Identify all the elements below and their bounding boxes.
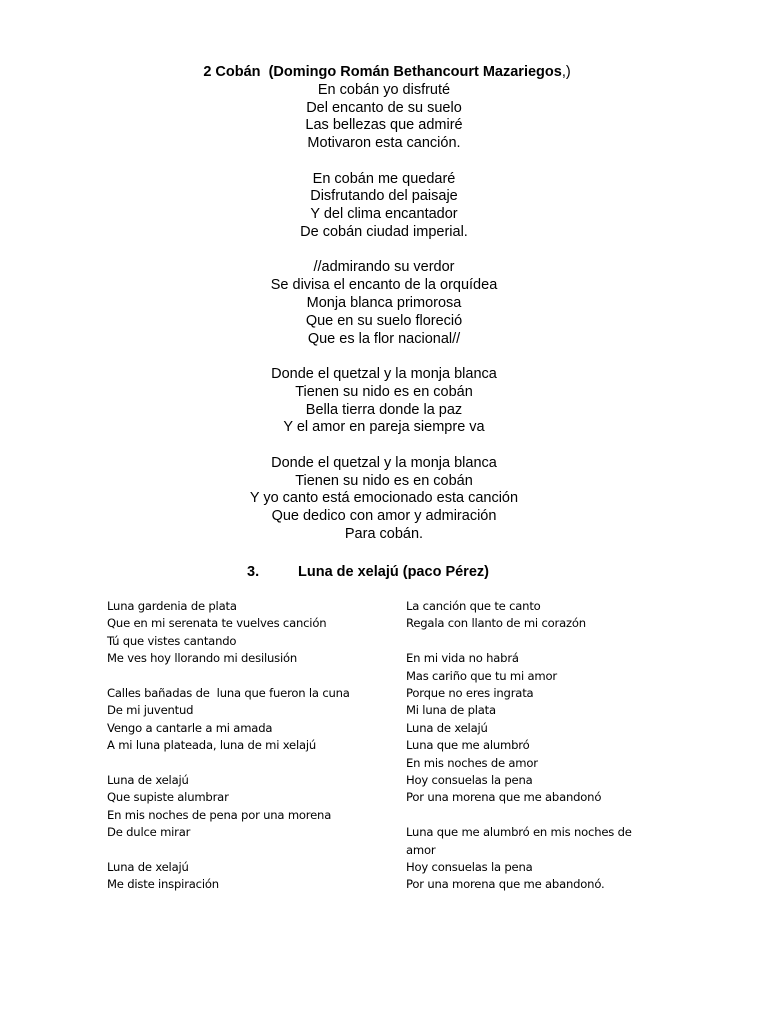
lyric-line: Por una morena que me abandonó. [406,877,605,892]
stanza [406,824,646,894]
stanza [0,455,768,544]
lyric-line: Que en mi serenata te vuelves canción [107,616,327,631]
song-luna-right-column [406,598,646,894]
stanza [107,685,377,755]
lyric-line: En cobán me quedaré [312,170,456,187]
lyric-line: Hoy consuelas la pena [406,773,533,788]
song-coban [0,64,768,544]
lyric-line: Luna gardenia de plata [107,599,237,613]
lyric-line: Donde el quetzal y la monja blanca [271,365,497,382]
lyric-line: Las bellezas que admiré [305,117,463,134]
lyric-line: Motivaron esta canción. [307,135,461,152]
lyric-line: Porque no eres ingrata [406,686,534,701]
lyric-line: Tienen su nido es en cobán [295,383,473,400]
lyric-line: En mis noches de pena por una morena [107,807,332,822]
lyric-line: Por una morena que me abandonó [406,790,602,805]
stanza [107,859,377,894]
song-coban-title [6,64,768,82]
lyric-line: Luna de xelajú [107,860,189,875]
song-coban-author: (Domingo Román Bethancourt Mazariegos [268,64,562,80]
stanza [0,366,768,437]
lyric-line: Se divisa el encanto de la orquídea [270,277,498,294]
lyric-line: En cobán yo disfruté [317,81,451,98]
lyric-line: Luna de xelajú [107,773,189,788]
stanza [0,171,768,242]
lyric-line: Me diste inspiración [107,877,219,892]
lyric-line: Que supiste alumbrar [107,790,229,805]
stanza [107,598,377,668]
stanza [107,772,377,842]
lyric-line: En mis noches de amor [406,755,538,770]
song-luna-name: Luna de xelajú (paco Pérez) [298,564,489,580]
lyric-line: Regala con llanto de mi corazón [406,616,586,631]
stanza [0,259,768,348]
lyric-line: Calles bañadas de luna que fueron la cuna [107,686,350,701]
lyric-line: Para cobán. [344,525,424,542]
song-coban-author-tail: ,) [561,64,571,80]
stanza [406,598,646,633]
lyric-line: Que dedico con amor y admiración [271,508,497,525]
lyric-line: Que es la flor nacional// [307,330,461,347]
lyric-line: En mi vida no habrá [406,651,519,666]
lyric-line: A mi luna plateada, luna de mi xelajú [107,738,317,753]
lyric-line: La canción que te canto [406,599,541,613]
lyric-line: Vengo a cantarle a mi amada [107,720,273,735]
lyric-line: Luna que me alumbró [406,738,530,753]
lyric-line: Luna que me alumbró en mis noches de amor [406,825,632,857]
song-luna-left-column [107,598,377,894]
lyric-line: Y yo canto está emocionado esta canción [249,490,519,507]
lyric-line: Tienen su nido es en cobán [295,472,473,489]
lyric-line: Bella tierra donde la paz [305,401,463,418]
lyric-line: Luna de xelajú [406,720,488,735]
lyric-line: Del encanto de su suelo [306,99,462,116]
stanza [0,82,768,153]
lyric-line: Me ves hoy llorando mi desilusión [107,651,298,666]
song-luna-number: 3. [247,564,260,580]
lyric-line: Mas cariño que tu mi amor [406,668,557,683]
lyric-line: Monja blanca primorosa [306,294,462,311]
lyric-line: De dulce mirar [107,825,191,840]
lyric-line: Y el amor en pareja siempre va [283,419,485,436]
song-coban-lyrics [0,82,768,544]
lyric-line: //admirando su verdor [313,259,455,276]
lyric-line: De cobán ciudad imperial. [300,223,468,240]
lyric-line: De mi juventud [107,703,194,718]
song-coban-number: 2 Cobán [203,64,261,80]
lyric-line: Y del clima encantador [310,206,458,223]
lyric-line: Mi luna de plata [406,703,496,718]
lyric-line: Hoy consuelas la pena [406,860,533,875]
lyric-line: Disfrutando del paisaje [310,188,458,205]
lyric-line: Tú que vistes cantando [107,633,237,648]
lyric-line: Donde el quetzal y la monja blanca [271,454,497,471]
lyric-line: Que en su suelo floreció [305,312,463,329]
stanza [406,650,646,807]
